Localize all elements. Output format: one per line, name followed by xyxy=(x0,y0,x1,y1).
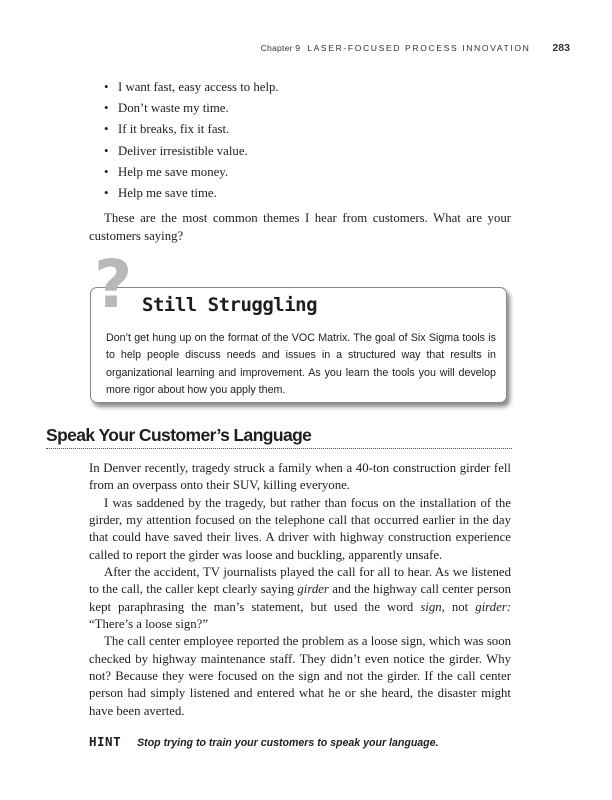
section-heading: Speak Your Customer’s Language xyxy=(46,425,312,445)
section-divider xyxy=(46,448,512,449)
sidebar-title: Still Struggling xyxy=(142,294,318,316)
bullet-icon: • xyxy=(104,143,109,158)
section-body xyxy=(89,460,511,720)
body-paragraph: After the accident, TV journalists played the call for all to hear. As we listened to the call, the caller kept clearly saying girder and the highway call center person kept paraphrasing the man’s statement, but used the word sign, not girder: “There’s a loose sign?” xyxy=(89,565,512,632)
bullet-icon: • xyxy=(104,164,109,179)
body-paragraph: I was saddened by the tragedy, but rather than focus on the installation of the girder, my attention focused on the telephone call that occurred earlier in the day that could have saved their lives. A driver with highway construction experience called to report the girder was loose and buckling, apparently unsafe. xyxy=(89,495,511,562)
hint-text: Stop trying to train your customers to speak your language. xyxy=(137,737,439,749)
intro-paragraph: These are the most common themes I hear from customers. What are your customers saying? xyxy=(89,211,511,243)
running-head xyxy=(261,42,570,54)
bullet-icon: • xyxy=(104,101,109,116)
bullet-icon: • xyxy=(104,80,109,94)
page-number: 283 xyxy=(552,42,570,54)
chapter-label: Chapter 9 xyxy=(260,43,301,53)
body-paragraph: The call center employee reported the problem as a loose sign, which was soon checked by highway maintenance staff. They didn’t even notice the girder. Why not? Because they were focused on the sign and not the girder. If the call center person had simply listened and entered what he or she heard, the disaster might have been averted. xyxy=(89,634,511,718)
hint-label: HINT xyxy=(89,734,122,749)
list-item: • Don’t waste my time. xyxy=(104,98,279,119)
chapter-title: LASER-FOCUSED PROCESS INNOVATION xyxy=(307,43,531,53)
sidebar-body: Don’t get hung up on the format of the VOC Matrix. The goal of Six Sigma tools is to help people discuss needs and issues in a structured way that results in organizational learning and improvement. As you learn the tools you will develop more rigor about how you apply them. xyxy=(106,332,496,397)
list-item: • Help me save time. xyxy=(104,183,279,204)
customer-needs-list xyxy=(104,77,279,204)
body-paragraph: In Denver recently, tragedy struck a family when a 40-ton construction girder fell from an overpass onto their SUV, killing everyone. xyxy=(89,461,511,493)
bullet-icon: • xyxy=(104,185,109,200)
bullet-icon: • xyxy=(104,122,109,137)
list-item: • Deliver irresistible value. xyxy=(104,141,279,162)
hint-callout xyxy=(89,733,439,751)
list-item: • I want fast, easy access to help. xyxy=(104,77,279,98)
list-item: • Help me save money. xyxy=(104,162,279,183)
question-mark-icon: ? xyxy=(94,246,133,323)
list-item: • If it breaks, fix it fast. xyxy=(104,119,279,140)
